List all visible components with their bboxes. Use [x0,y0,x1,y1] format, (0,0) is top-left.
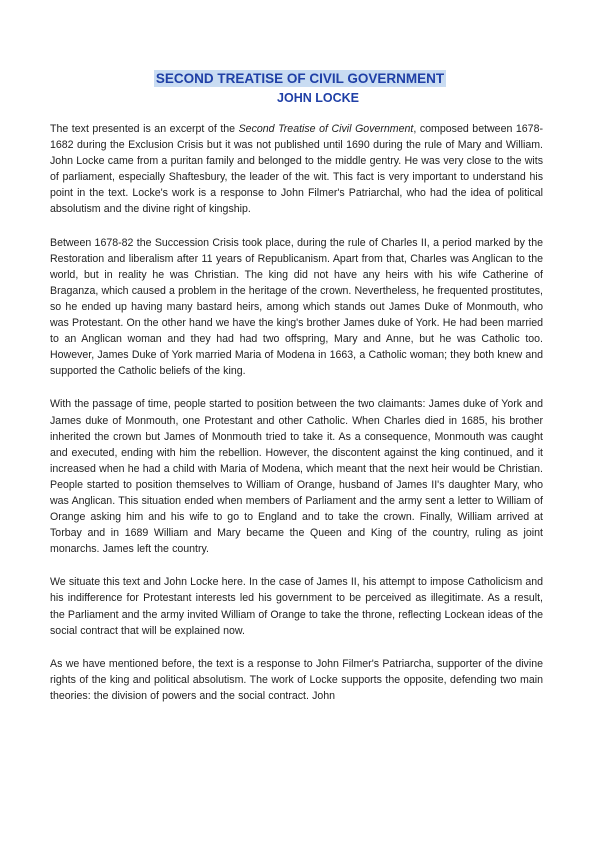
title-block [0,70,600,106]
paragraph-claimants: With the passage of time, people started to position between the two claimants: James duke of York and James duke of Monmouth, one Protestant and other Catholic. When Charles died in 1685, his brother inherited the crown but James of Monmouth tried to take it. As a consequence, Monmouth was caught and executed, ending with him the rebellion. However, the discontent against the king continued, and it increased when he had a child with Maria of Modena, which meant that the next heir would be Christian. People started to position themselves to William of Orange, husband of James II's daughter Mary, who was Anglican. This situation ended when members of Parliament and the army sent a letter to William of Orange asking him and his wife to go to England and to take the crown. Finally, William arrived at Torbay and in 1689 William and Mary became the Queen and King of the country, ruling as joint monarchs. James left the country. [50,398,543,556]
paragraph-context: We situate this text and John Locke here. In the case of James II, his attempt to impose Catholicism and his indifference for Protestant interests led his government to be perceived as illegitimate. As a result, the Parliament and the army invited William of Orange to take the throne, reflecting Lockean ideas of the social contract that will be explained now. [50,576,543,637]
document-author: JOHN LOCKE [277,91,359,105]
paragraph-response: As we have mentioned before, the text is a response to John Filmer's Patriarcha, supporter of the divine rights of the king and political absolutism. The work of Locke supports the opposite, defending two main theories: the division of powers and the social contract. John [50,657,543,702]
document-body [50,121,543,721]
paragraph-succession-crisis: Between 1678-82 the Succession Crisis took place, during the rule of Charles II, a period marked by the Restoration and liberalism after 11 years of Republicanism. Apart from that, Charles was Anglican to the world, but in reality he was Christian. The king did not have any heirs with his wife Catherine of Braganza, which caused a problem in the heritage of the crown. Nevertheless, he frequented prostitutes, so he ended up having many bastard heirs, among which stands out James Duke of Monmouth, who was Protestant. On the other hand we have the king's brother James duke of York. He had been married to an Anglican woman and they had had two offspring, Mary and Anne, but he was Catholic too. However, James Duke of York married Maria of Modena in 1663, a Catholic woman; they both knew and supported the Catholic beliefs of the king. [50,236,543,378]
work-title-italic: Second Treatise of Civil Government [238,123,414,135]
paragraph-intro [50,121,543,218]
document-title: SECOND TREATISE OF CIVIL GOVERNMENT [155,71,445,86]
intro-text-end: , composed between 1678-1682 during the Exclusion Crisis but it was not published until 1690 during the rule of Mary and William. John Locke came from a puritan family and belonged to the middle gentry. He was very close to the wits of parliament, especially Shaftesbury, the leader of the wit. This fact is very important to understand his point in the text. Locke's work is a response to John Filmer's Patriarchal, who had the idea of political absolutism and the divine right of kingship. [50,123,543,216]
intro-text-start: The text presented is an excerpt of the [50,123,239,135]
